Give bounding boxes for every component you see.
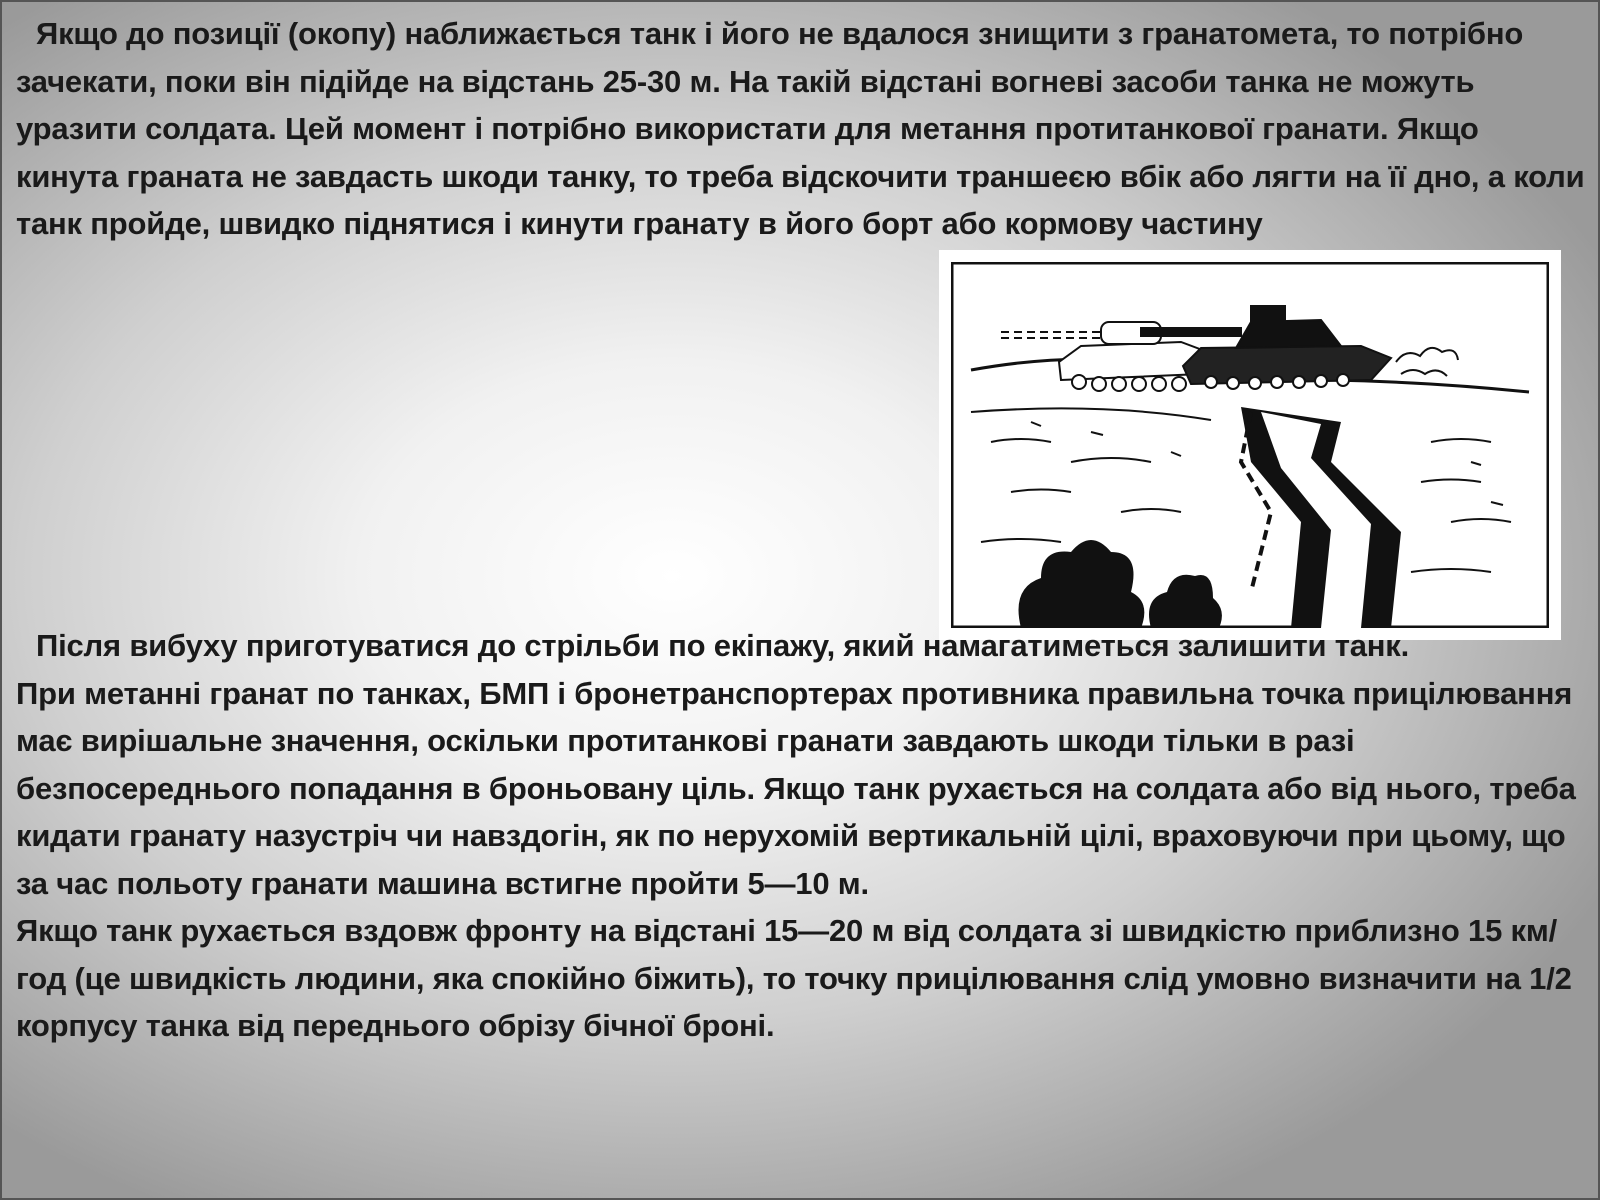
tank-trench-illustration: [939, 250, 1561, 640]
paragraph-after-explosion: Після вибуху приготуватися до стрільби по екіпажу, який намагатиметься залишити танк.: [36, 628, 1410, 663]
paragraph-moving-along-front: Якщо танк рухається вздовж фронту на відстані 15—20 м від солдата зі швидкістю приблизно 15 км/год (це швидкість людини, яка спокійно біжить), то точку прицілювання слід умовно визначити на 1/2 корпусу танка від переднього обрізу бічної броні.: [16, 913, 1572, 1043]
paragraph-tank-approach: Якщо до позиції (окопу) наближається танк і його не вдалося знищити з гранатомета, то потрібно зачекати, поки він підійде на відстань 25-30 м. На такій відстані вогневі засоби танка не можуть уразити солдата. Цей момент і потрібно використати для метання протитанкової гранати. Якщо кинута граната не завдасть шкоди танку, то треба відскочити траншеєю вбік або лягти на її дно, а коли танк пройде, швидко піднятися і кинути гранату в його борт або кормову частину: [16, 16, 1585, 241]
text-block-lower: [16, 622, 1588, 1050]
paragraph-aiming-point: При метанні гранат по танках, БМП і бронетранспортерах противника правильна точка прицілювання має вирішальне значення, оскільки протитанкові гранати завдають шкоди тільки в разі безпосереднього попадання в броньовану ціль. Якщо танк рухається на солдата або від нього, треба кидати гранату назустріч чи навздогін, як по нерухомій вертикальній цілі, враховуючи при цьому, що за час польоту гранати машина встигне пройти 5—10 м.: [16, 675, 1576, 901]
tank-trench-drawing: [951, 262, 1549, 628]
